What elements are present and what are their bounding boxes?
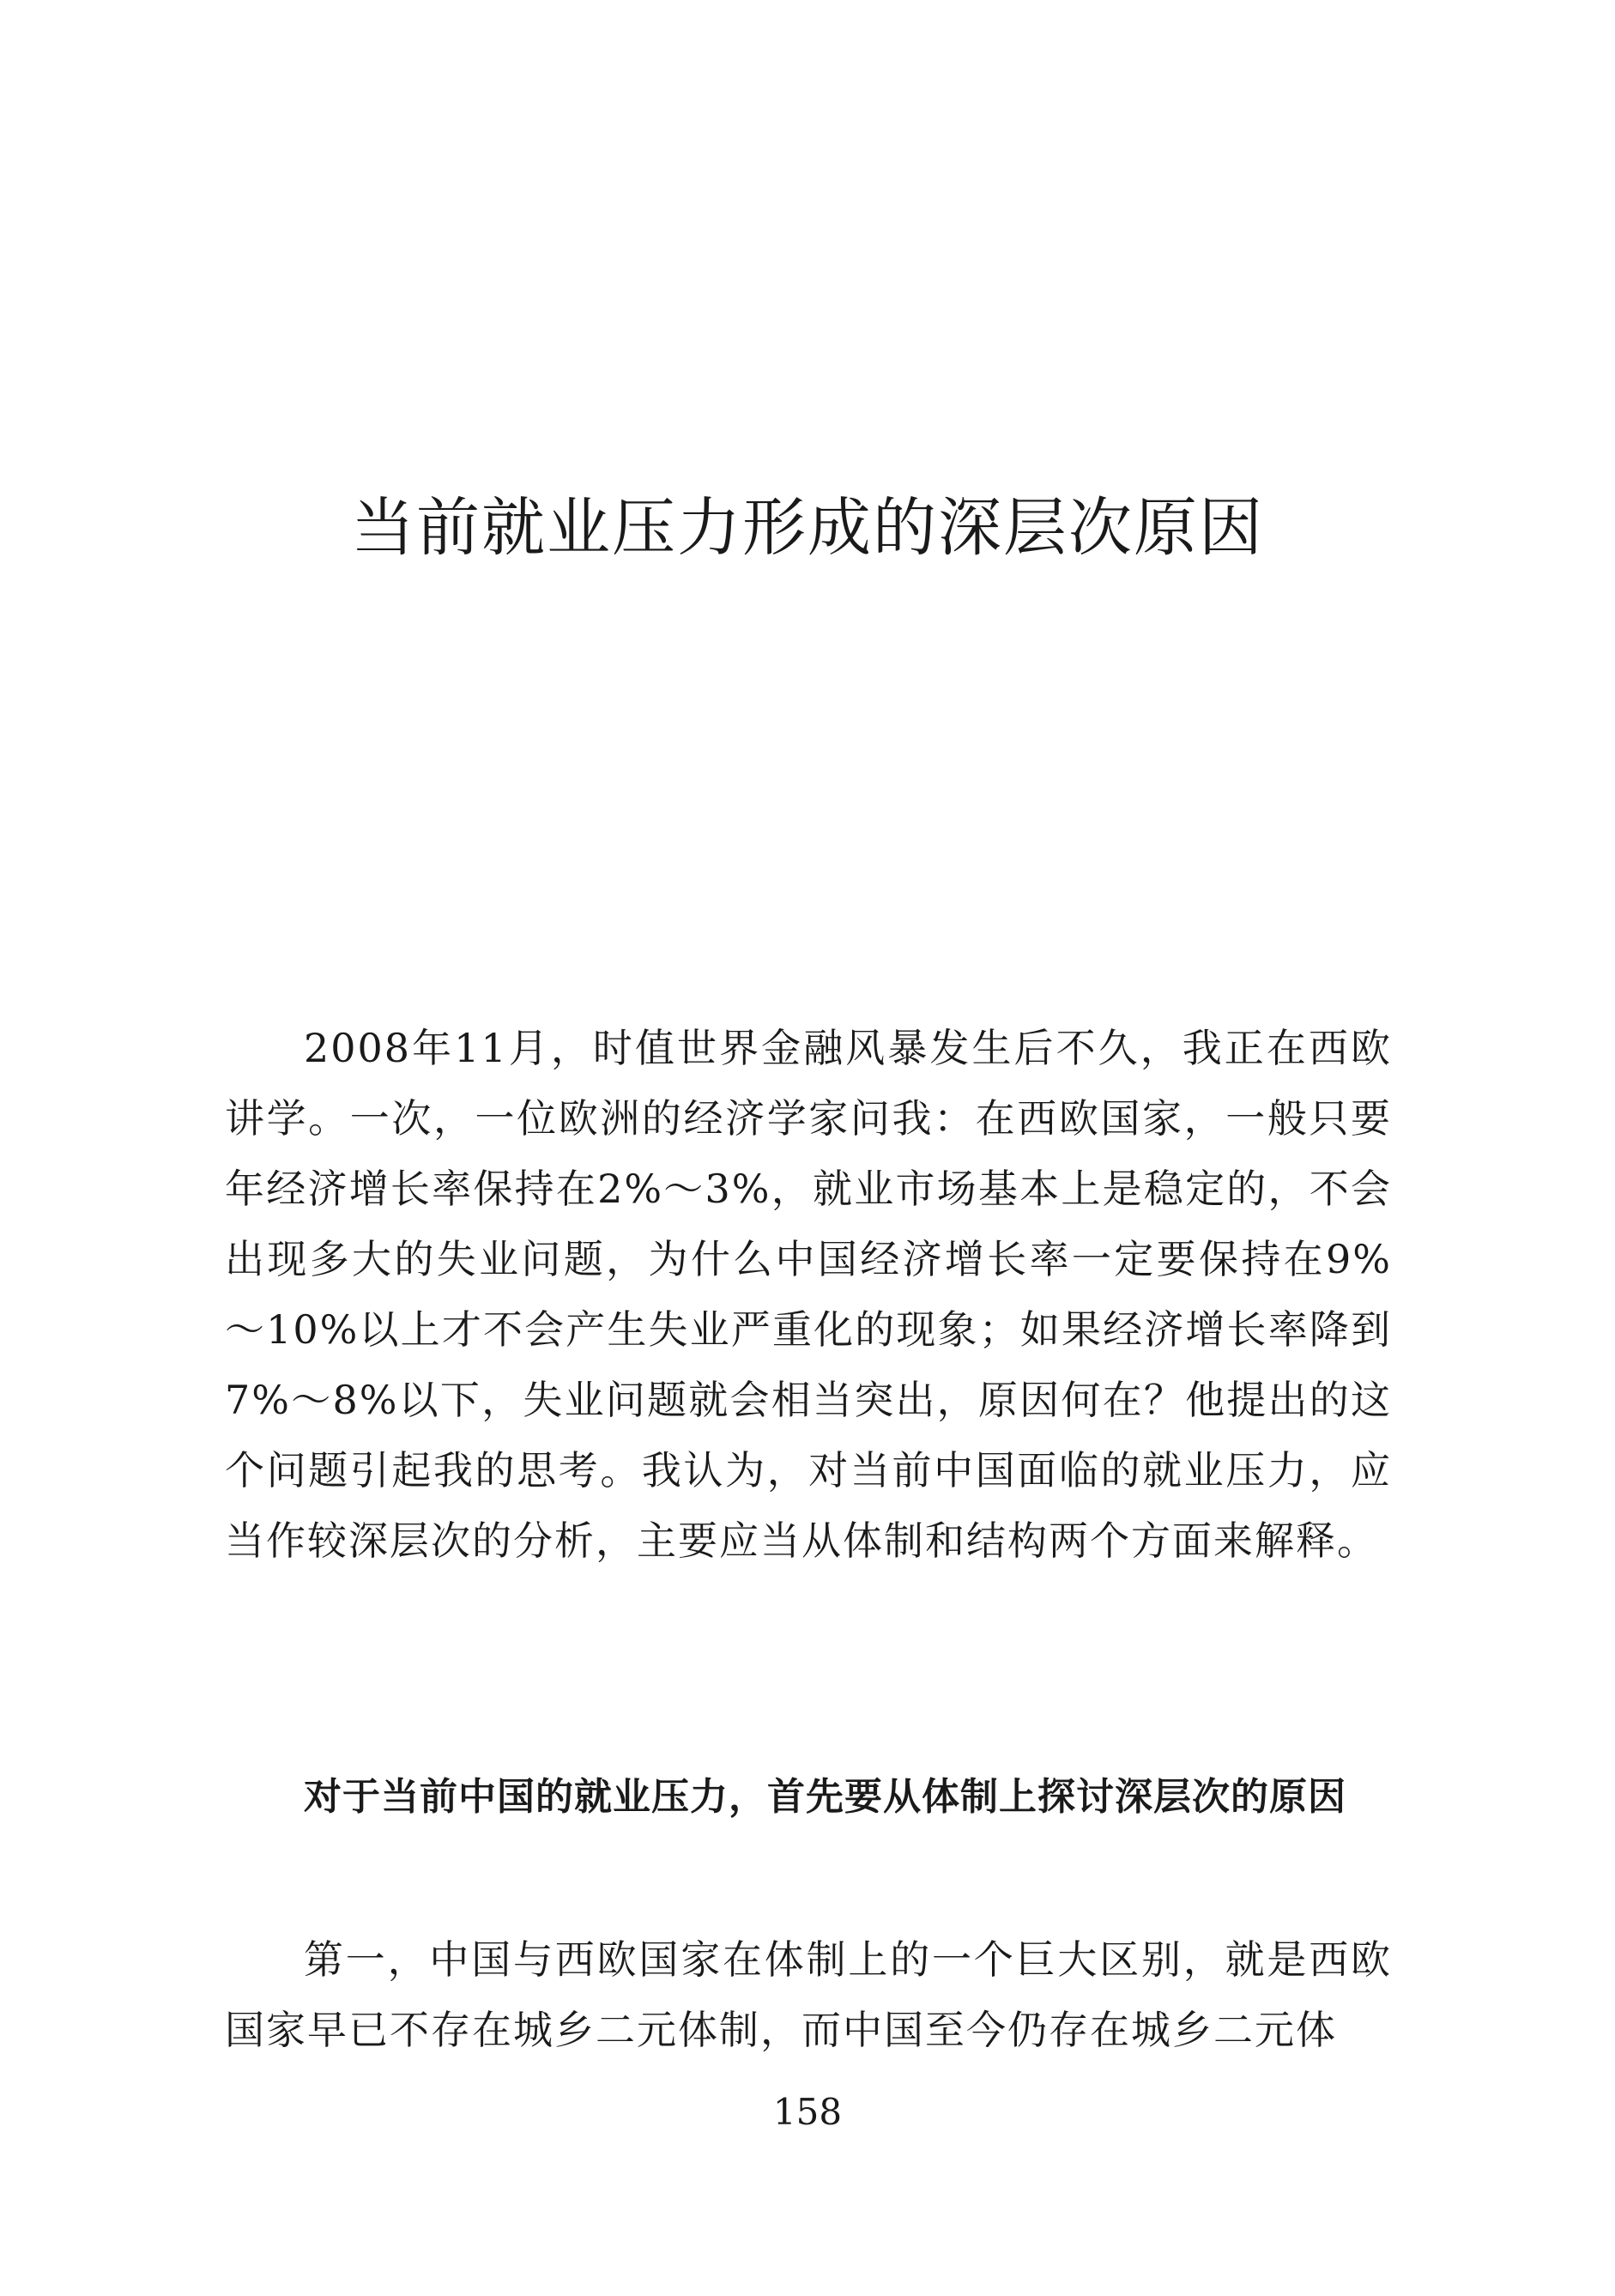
chapter-title: 当前就业压力形成的深层次原因 — [351, 491, 1264, 565]
page-number: 158 — [772, 2091, 843, 2133]
section-heading: 对于当前中国的就业压力，首先要从体制上探讨深层次的原因 — [304, 1775, 1346, 1819]
body-paragraph: 2008年11月，时值世界金融风暴发生后不久，我正在西欧讲学。一次，一位欧洲的经济学家问我：在西欧国家，一般只要年经济增长率保持在2%～3%，就业市场基本上是稳定的，不会出现多大的失业问题，为什么中国经济增长率一定要保持在9%～10%以上才不会产生失业严重化的现象；如果经济增长率降到7%～8%以下，失业问题就会相当突出，原因何在？他提出的这个问题引起我的思考。我认为，对当前中国面临的就业压力，应当作较深层次的分析，主要应当从体制和结构两个方面来解释。 — [225, 1025, 1392, 1564]
body-paragraph: 第一，中国与西欧国家在体制上的一个巨大区别，就是西欧国家早已不存在城乡二元体制，而中国至今仍存在城乡二元体 — [225, 1936, 1392, 2053]
